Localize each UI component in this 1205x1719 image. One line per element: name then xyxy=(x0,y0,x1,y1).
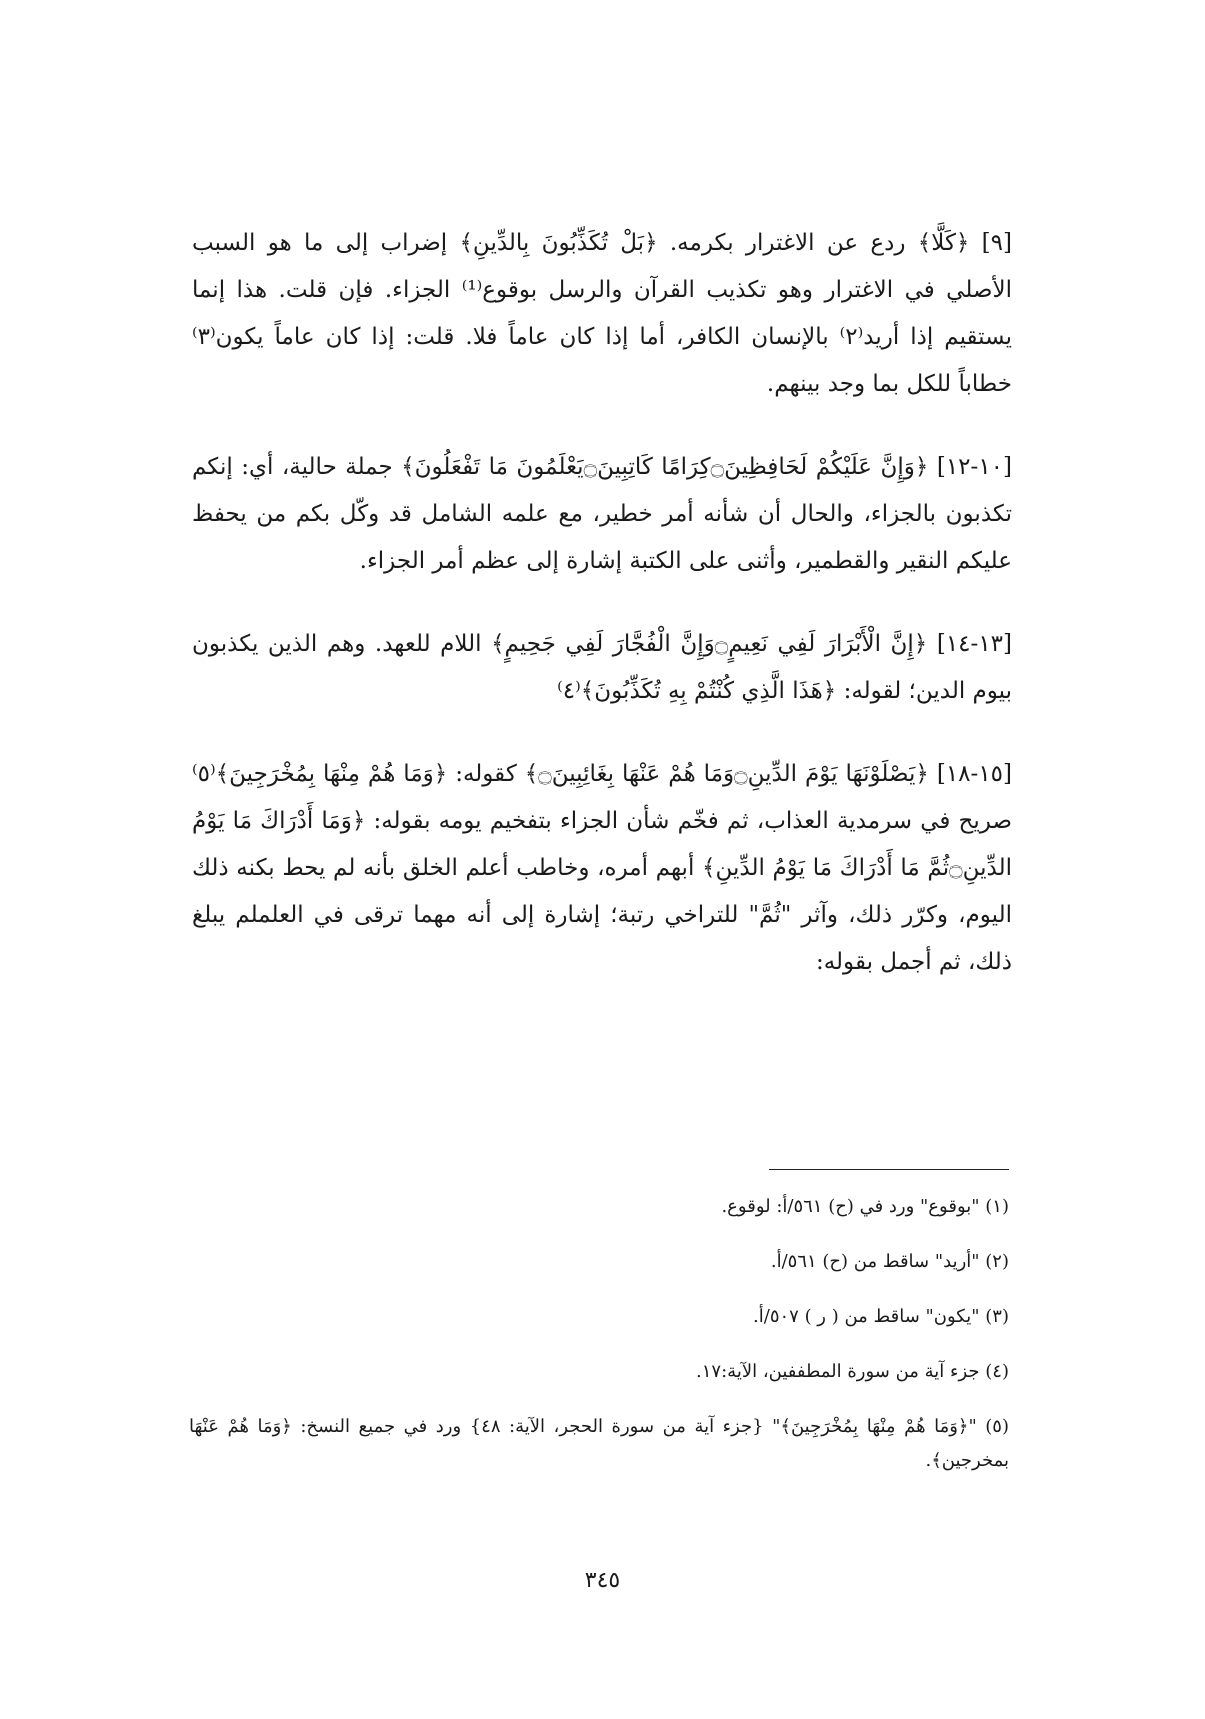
paragraph-verse-9 xyxy=(192,220,1012,408)
verse-reference: [١٠-١٢] xyxy=(936,454,1013,480)
paragraph-verses-13-14 xyxy=(192,621,1012,715)
paragraph-text: ﴿كَلَّا﴾ ردع عن الاغترار بكرمه. ﴿بَلْ تُكَذِّبُونَ بِالدِّينِ﴾ إضراب إلى ما هو السبب الأصلي في الاغترار وهو تكذيب القرآن والرسل بوقوع⁽¹⁾ الجزاء. فإن قلت. هذا إنما يستقيم إذا أريد⁽٢⁾ بالإنسان الكافر، أما إذا كان عاماً فلا. قلت: إذا كان عاماً يكون⁽٣⁾ خطاباً للكل بما وجد بينهم. xyxy=(192,230,1013,397)
verse-reference: [١٥-١٨] xyxy=(936,761,1013,787)
paragraph-text: ﴿إِنَّ الْأَبْرَارَ لَفِي نَعِيمٍ۝وَإِنَّ الْفُجَّارَ لَفِي جَحِيمٍ﴾ اللام للعهد. وهم الذين يكذبون بيوم الدين؛ لقوله: ﴿هَذَا الَّذِي كُنْتُمْ بِهِ تُكَذِّبُونَ﴾⁽٤⁾ xyxy=(192,631,1012,704)
footnote-2: (٢) "أريد" ساقط من (ح) ٥٦١/أ. xyxy=(770,1251,1009,1272)
footnotes xyxy=(189,1190,1009,1499)
verse-reference: [١٣-١٤] xyxy=(936,631,1013,657)
footnote-divider xyxy=(769,1169,1009,1170)
page-number: ٣٤٥ xyxy=(584,1568,621,1593)
footnote-3: (٣) "يكون" ساقط من ( ر ) ٥٠٧/أ. xyxy=(753,1306,1009,1327)
main-text xyxy=(192,220,1012,1022)
paragraph-text: ﴿وَإِنَّ عَلَيْكُمْ لَحَافِظِينَ۝كِرَامًا كَاتِبِينَ۝يَعْلَمُونَ مَا تَفْعَلُونَ﴾ جملة حالية، أي: إنكم تكذبون بالجزاء، والحال أن شأنه أمر خطير، مع علمه الشامل قد وكّل بكم من يحفظ عليكم النقير والقطمير، وأثنى على الكتبة إشارة إلى عظم أمر الجزاء. xyxy=(192,454,1012,574)
footnote-1: (١) "بوقوع" ورد في (ح) ٥٦١/أ: لوقوع. xyxy=(721,1196,1009,1217)
paragraph-text: ﴿يَصْلَوْنَهَا يَوْمَ الدِّينِ۝وَمَا هُمْ عَنْهَا بِغَائِبِينَ۝﴾ كقوله: ﴿وَمَا هُمْ مِنْهَا بِمُخْرَجِينَ﴾⁽٥⁾ صريح في سرمدية العذاب، ثم فخّم شأن الجزاء بتفخيم يومه بقوله: ﴿وَمَا أَدْرَاكَ مَا يَوْمُ الدِّينِ۝ثُمَّ مَا أَدْرَاكَ مَا يَوْمُ الدِّينِ﴾ أبهم أمره، وخاطب أعلم الخلق بأنه لم يحط بكنه ذلك اليوم، وكرّر ذلك، وآثر "ثُمَّ" للتراخي رتبة؛ إشارة إلى أنه مهما ترقى في العلملم يبلغ ذلك، ثم أجمل بقوله: xyxy=(192,761,1012,975)
paragraph-verses-10-12 xyxy=(192,444,1012,585)
footnote-4: (٤) جزء آية من سورة المطففين، الآية:١٧. xyxy=(696,1361,1009,1382)
footnote-5: (٥) "﴿وَمَا هُمْ مِنْهَا بِمُخْرَجِينَ﴾" {جزء آية من سورة الحجر، الآية: ٤٨} ورد في جميع النسخ: ﴿وَمَا هُمْ عَنْهَا بمخرجين﴾. xyxy=(189,1416,1009,1471)
verse-reference: [٩] xyxy=(981,230,1012,256)
paragraph-verses-15-18 xyxy=(192,751,1012,986)
